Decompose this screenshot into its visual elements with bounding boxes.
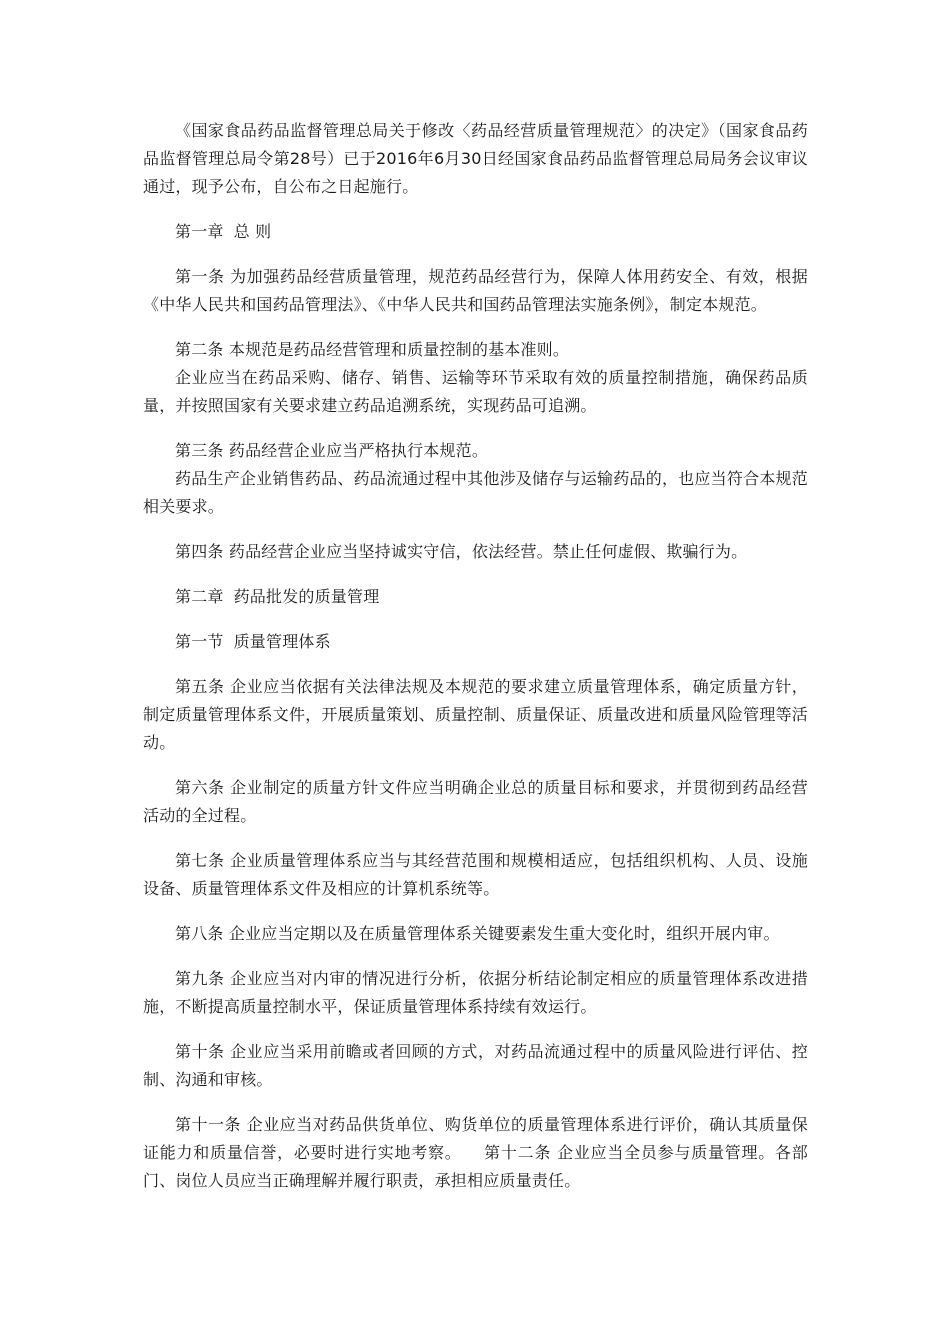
article-7: 第七条 企业质量管理体系应当与其经营范围和规模相适应，包括组织机构、人员、设施设备、质量管理体系文件及相应的计算机系统等。 (143, 851, 808, 898)
article-2-continuation: 企业应当在药品采购、储存、销售、运输等环节采取有效的质量控制措施，确保药品质量，并按照国家有关要求建立药品追溯系统，实现药品可追溯。 (143, 368, 808, 415)
chapter-2-number: 第二章 (175, 587, 224, 606)
chapter-1-heading (143, 218, 808, 246)
document-body (143, 117, 808, 1212)
article-2: 第二条 本规范是药品经营管理和质量控制的基本准则。 (175, 340, 570, 359)
article-12: 第十二条 企业应当全员参与质量管理。各部门、岗位人员应当正确理解并履行职责，承担相应质量责任。 (143, 1143, 808, 1190)
article-10: 第十条 企业应当采用前瞻或者回顾的方式，对药品流通过程中的质量风险进行评估、控制、沟通和审核。 (143, 1042, 808, 1089)
article-5: 第五条 企业应当依据有关法律法规及本规范的要求建立质量管理体系，确定质量方针，制定质量管理体系文件，开展质量策划、质量控制、质量保证、质量改进和质量风险管理等活动。 (143, 677, 808, 752)
article-8: 第八条 企业应当定期以及在质量管理体系关键要素发生重大变化时，组织开展内审。 (175, 924, 780, 943)
article-11: 第十一条 企业应当对药品供货单位、购货单位的质量管理体系进行评价，确认其质量保证能力和质量信誉，必要时进行实地考察。 (143, 1115, 808, 1162)
article-6: 第六条 企业制定的质量方针文件应当明确企业总的质量目标和要求，并贯彻到药品经营活动的全过程。 (143, 778, 808, 825)
article-9: 第九条 企业应当对内审的情况进行分析，依据分析结论制定相应的质量管理体系改进措施，不断提高质量控制水平，保证质量管理体系持续有效运行。 (143, 969, 808, 1016)
section-1-title: 质量管理体系 (233, 632, 331, 651)
section-1-number: 第一节 (175, 632, 224, 651)
article-1: 第一条 为加强药品经营质量管理，规范药品经营行为，保障人体用药安全、有效，根据《中华人民共和国药品管理法》、《中华人民共和国药品管理法实施条例》，制定本规范。 (143, 267, 808, 314)
article-11-and-12 (143, 1111, 808, 1195)
article-3-continuation: 药品生产企业销售药品、药品流通过程中其他涉及储存与运输药品的，也应当符合本规范相关要求。 (143, 469, 808, 516)
section-1-heading (143, 628, 808, 656)
chapter-1-title: 总 则 (233, 222, 272, 241)
article-4: 第四条 药品经营企业应当坚持诚实守信，依法经营。禁止任何虚假、欺骗行为。 (175, 542, 748, 561)
chapter-2-heading (143, 583, 808, 611)
article-3: 第三条 药品经营企业应当严格执行本规范。 (175, 441, 489, 460)
chapter-1-number: 第一章 (175, 222, 224, 241)
chapter-2-title: 药品批发的质量管理 (233, 587, 380, 606)
intro-paragraph: 《国家食品药品监督管理总局关于修改〈药品经营质量管理规范〉的决定》（国家食品药品监督管理总局令第28号）已于2016年6月30日经国家食品药品监督管理总局局务会议审议通过，现予公布，自公布之日起施行。 (143, 121, 808, 196)
